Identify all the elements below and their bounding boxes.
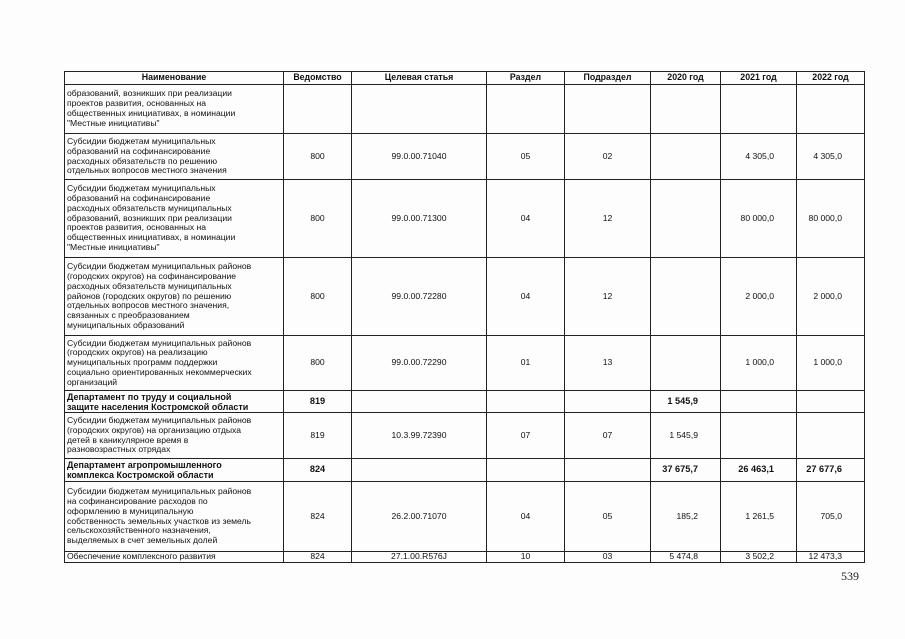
table-row [65,413,865,459]
cell-name-line: на софинансирование расходов по [67,495,208,506]
cell-y2021: 2 000,0 [721,258,797,336]
cell-razdel: 05 [487,134,565,180]
cell-name-line: Субсидии бюджетам муниципальных районов [67,261,252,272]
cell-name-line: "Местные инициативы" [67,241,160,252]
table-row [65,336,865,391]
table-row [65,85,865,134]
cell-name-line: "Местные инициативы" [67,117,160,128]
cell-target: 10.3.99.72390 [352,413,487,459]
cell-name [65,180,284,258]
cell-podrazdel: 07 [565,413,651,459]
cell-y2020: 185,2 [651,482,721,552]
cell-target [352,459,487,482]
cell-name [65,85,284,134]
cell-name [65,258,284,336]
cell-y2020 [651,85,721,134]
cell-y2022 [797,413,865,459]
cell-y2020: 5 474,8 [651,552,721,563]
cell-name-line: Обеспечение комплексного развития [67,551,216,562]
cell-vedomstvo: 824 [284,482,352,552]
cell-razdel [487,391,565,413]
cell-target [352,85,487,134]
column-header-2021: 2021 год [721,72,797,85]
cell-name-line: образований на софинансирование [67,145,211,156]
cell-name-line: Департамент агропромышленного [67,460,222,470]
cell-podrazdel: 13 [565,336,651,391]
cell-y2021 [721,391,797,413]
cell-y2022 [797,391,865,413]
table-header-row [65,72,865,85]
cell-razdel: 10 [487,552,565,563]
cell-razdel [487,85,565,134]
cell-podrazdel: 12 [565,258,651,336]
cell-name-line: муниципальных образований [67,319,185,330]
cell-vedomstvo: 824 [284,552,352,563]
cell-target [352,391,487,413]
cell-y2020: 37 675,7 [651,459,721,482]
cell-name [65,552,284,563]
cell-name-line: социально ориентированных некоммерческих [67,366,252,377]
cell-podrazdel: 02 [565,134,651,180]
cell-podrazdel [565,85,651,134]
cell-vedomstvo: 800 [284,134,352,180]
cell-vedomstvo [284,85,352,134]
page-number: 539 [841,569,859,583]
cell-target: 27.1.00.R576J [352,552,487,563]
cell-name-line: отдельных вопросов местного значения [67,165,227,176]
cell-y2022: 1 000,0 [797,336,865,391]
cell-name-line: собственность земельных участков из земель [67,515,251,526]
cell-name-line: Субсидии бюджетам муниципальных [67,183,216,194]
cell-y2022 [797,85,865,134]
cell-vedomstvo: 819 [284,391,352,413]
cell-razdel: 07 [487,413,565,459]
department-row [65,391,865,413]
cell-y2021: 26 463,1 [721,459,797,482]
cell-y2020 [651,336,721,391]
cell-name-line: муниципальных программ поддержки [67,357,218,368]
budget-table [64,71,865,563]
cell-name-line: разновозрастных отрядах [67,444,171,455]
department-row [65,459,865,482]
cell-name-line: оформлению в муниципальную [67,505,194,516]
cell-podrazdel [565,391,651,413]
cell-y2021: 3 502,2 [721,552,797,563]
cell-razdel [487,459,565,482]
cell-name-line: Департамент по труду и социальной [67,391,232,402]
cell-y2021 [721,85,797,134]
cell-vedomstvo: 800 [284,180,352,258]
cell-name [65,391,284,413]
cell-name-line: сельскохозяйственного назначения, [67,525,211,536]
cell-name-line: проектов развития, основанных на [67,98,207,109]
table-row [65,258,865,336]
cell-y2021: 1 000,0 [721,336,797,391]
cell-y2020: 1 545,9 [651,391,721,413]
cell-razdel: 04 [487,180,565,258]
cell-target: 99.0.00.72290 [352,336,487,391]
cell-y2022: 80 000,0 [797,180,865,258]
cell-podrazdel: 05 [565,482,651,552]
cell-vedomstvo: 800 [284,336,352,391]
cell-y2021 [721,413,797,459]
column-header-podrazdel: Подраздел [565,72,651,85]
cell-name [65,413,284,459]
cell-name-line: организаций [67,376,118,387]
cell-name-line: детей в каникулярное время в [67,434,189,445]
cell-name-line: Субсидии бюджетам муниципальных районов [67,414,252,425]
cell-name [65,336,284,391]
cell-razdel: 04 [487,258,565,336]
cell-name-line: защите населения Костромской области [67,401,249,412]
cell-name-line: Субсидии бюджетам муниципальных районов [67,337,252,348]
column-header-target: Целевая статья [352,72,487,85]
cell-name-line: (городских округов) на реализацию [67,347,208,358]
cell-name-line: общественных инициативах, в номинации [67,108,236,118]
column-header-2020: 2020 год [651,72,721,85]
cell-razdel: 04 [487,482,565,552]
cell-name-line: Субсидии бюджетам муниципальных [67,135,216,146]
cell-y2020: 1 545,9 [651,413,721,459]
cell-name-line: расходных обязательств муниципальных [67,280,232,291]
cell-name-line: образований, возникших при реализации [67,212,232,223]
cell-name-line: (городских округов) на организацию отдыха [67,424,242,435]
table-row [65,134,865,180]
cell-vedomstvo: 824 [284,459,352,482]
cell-y2021: 80 000,0 [721,180,797,258]
cell-target: 26.2.00.71070 [352,482,487,552]
cell-name-line: отдельных вопросов местного значения, [67,300,230,311]
cell-name-line: связанных с преобразованием [67,310,190,321]
cell-razdel: 01 [487,336,565,391]
column-header-name: Наименование [65,72,284,85]
cell-podrazdel: 12 [565,180,651,258]
cell-name-line: общественных инициативах, в номинации [67,232,236,243]
cell-y2022: 27 677,6 [797,459,865,482]
cell-podrazdel [565,459,651,482]
cell-name [65,482,284,552]
column-header-2022: 2022 год [797,72,865,85]
cell-name-line: расходных обязательств муниципальных [67,202,232,213]
cell-y2022: 12 473,3 [797,552,865,563]
cell-vedomstvo: 800 [284,258,352,336]
cell-name-line: образований, возникших при реализации [67,88,232,99]
cell-name-line: комплекса Костромской области [67,470,214,480]
table-body [65,85,865,563]
table-row [65,552,865,563]
cell-vedomstvo: 819 [284,413,352,459]
table-row [65,180,865,258]
table-row [65,482,865,552]
cell-y2021: 1 261,5 [721,482,797,552]
column-header-vedomstvo: Ведомство [284,72,352,85]
cell-target: 99.0.00.71300 [352,180,487,258]
cell-y2020 [651,180,721,258]
cell-name-line: проектов развития, основанных на [67,222,207,233]
cell-name-line: образований на софинансирование [67,193,211,203]
cell-name-line: расходных обязательств по решению [67,155,218,166]
cell-name-line: Субсидии бюджетам муниципальных районов [67,486,252,497]
cell-y2020 [651,134,721,180]
cell-name-line: (городских округов) на софинансирование [67,271,237,281]
cell-podrazdel: 03 [565,552,651,563]
cell-name [65,134,284,180]
cell-y2020 [651,258,721,336]
cell-y2022: 2 000,0 [797,258,865,336]
cell-name-line: выделяемых в счет земельных долей [67,535,218,546]
cell-y2022: 4 305,0 [797,134,865,180]
column-header-razdel: Раздел [487,72,565,85]
cell-target: 99.0.00.71040 [352,134,487,180]
cell-target: 99.0.00.72280 [352,258,487,336]
cell-name [65,459,284,482]
cell-y2022: 705,0 [797,482,865,552]
cell-y2021: 4 305,0 [721,134,797,180]
cell-name-line: районов (городских округов) по решению [67,290,232,301]
